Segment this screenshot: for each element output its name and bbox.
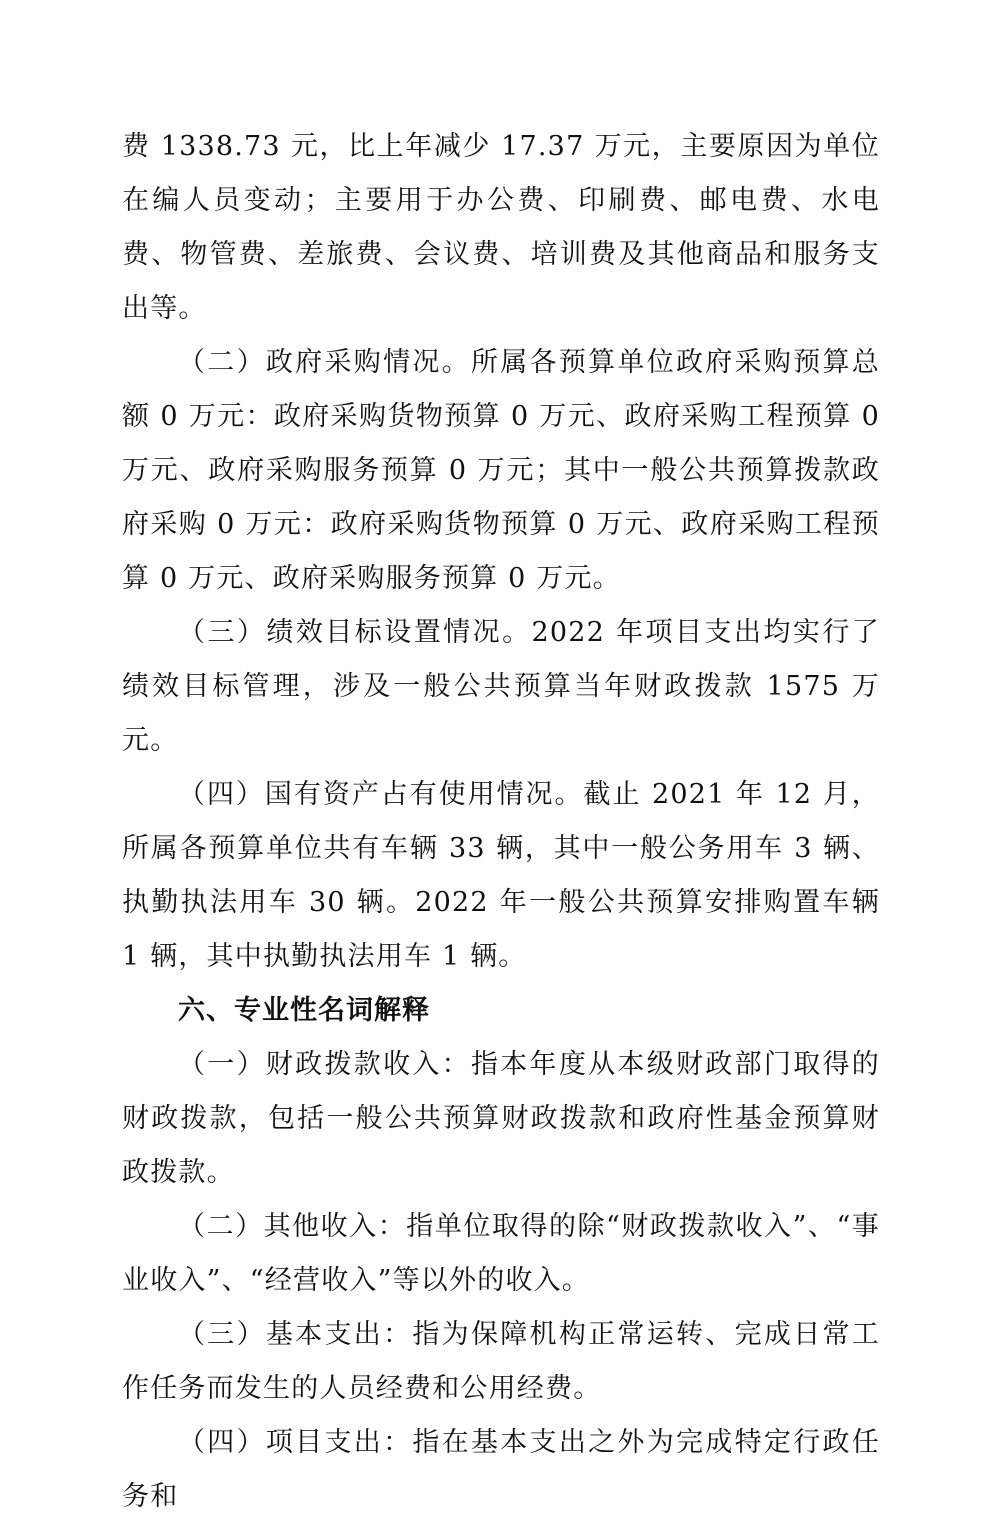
- paragraph-performance-targets: （三）绩效目标设置情况。2022 年项目支出均实行了绩效目标管理，涉及一般公共预算当年财政拨款 1575 万元。: [122, 617, 880, 756]
- document-body: [122, 120, 880, 1524]
- definition-other-income: （二）其他收入：指单位取得的除“财政拨款收入”、“事业收入”、“经营收入”等以外的收入。: [122, 1211, 880, 1296]
- paragraph-state-assets: （四）国有资产占有使用情况。截止 2021 年 12 月，所属各预算单位共有车辆 33 辆，其中一般公务用车 3 辆、执勤执法用车 30 辆。2022 年一般公共预算安排购置车辆 1 辆，其中执勤执法用车 1 辆。: [122, 779, 880, 972]
- paragraph-government-procurement: （二）政府采购情况。所属各预算单位政府采购预算总额 0 万元：政府采购货物预算 0 万元、政府采购工程预算 0 万元、政府采购服务预算 0 万元；其中一般公共预算拨款政府采购 0 万元：政府采购货物预算 0 万元、政府采购工程预算 0 万元、政府采购服务预算 0 万元。: [122, 347, 880, 594]
- section-heading-terms: 六、专业性名词解释: [178, 995, 430, 1026]
- definition-project-expenditure: （四）项目支出：指在基本支出之外为完成特定行政任务和: [122, 1427, 880, 1512]
- paragraph-expense-continued: 费 1338.73 元，比上年减少 17.37 万元，主要原因为单位在编人员变动；主要用于办公费、印刷费、邮电费、水电费、物管费、差旅费、会议费、培训费及其他商品和服务支出等。: [122, 131, 880, 324]
- definition-fiscal-appropriation-income: （一）财政拨款收入：指本年度从本级财政部门取得的财政拨款，包括一般公共预算财政拨款和政府性基金预算财政拨款。: [122, 1049, 880, 1188]
- definition-basic-expenditure: （三）基本支出：指为保障机构正常运转、完成日常工作任务而发生的人员经费和公用经费。: [122, 1319, 880, 1404]
